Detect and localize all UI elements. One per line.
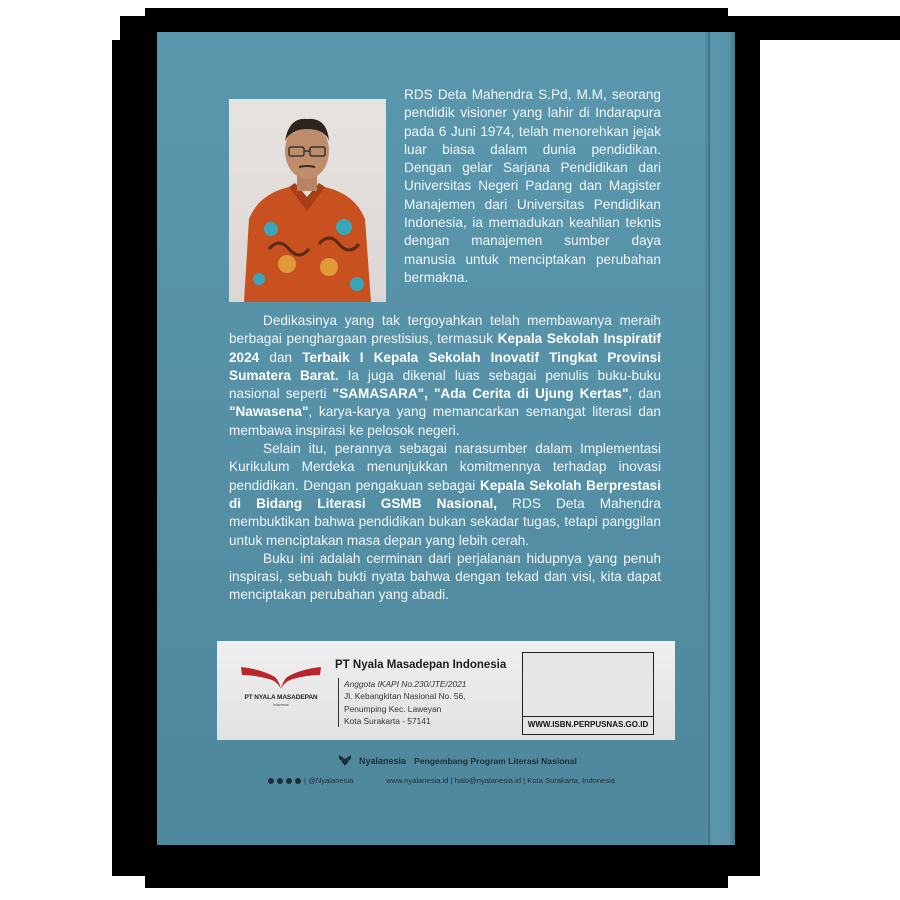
social-links	[268, 776, 353, 785]
text: , karya-karya yang memancarkan semangat literasi dan membawa inspirasi ke pelosok negeri.	[229, 404, 661, 438]
bio-paragraph-awards	[229, 312, 661, 440]
award-highlight: Kepala Sekolah Inspiratif 2024	[229, 331, 661, 365]
book-titles: "SAMASARA", "Ada Cerita di Ujung Kertas"	[332, 386, 629, 402]
text: Ia juga dikenal luas sebagai penulis buku-buku nasional seperti	[229, 367, 662, 402]
logo-text: PT NYALA MASADEPAN	[244, 694, 318, 701]
bio-paragraph-closing: Buku ini adalah cerminan dari perjalanan hidupnya yang penuh inspirasi, sebuah bukti nyata bahwa dengan tekad dan visi, kita dapat menciptakan perubahan yang abadi.	[229, 550, 661, 603]
author-bio-intro: RDS Deta Mahendra S.Pd, M.M, seorang pendidik visioner yang lahir di Indarapura pada 6 Juni 1974, telah menorehkan jejak luar biasa dalam dunia pendidikan. Dengan gelar Sarjana Pendidikan dari Universitas Negeri Padang dan Magister Manajemen dari Universitas Pendidikan Indonesia, ia memadukan keahlian teknis dengan manajemen sumber daya manusia untuk menciptakan perubahan bermakna.	[404, 87, 661, 285]
address-line: Kota Surakarta - 57141	[344, 715, 431, 726]
address-line: Jl. Kebangkitan Nasional No. 56,	[344, 691, 466, 702]
contact-info: www.nyalanesia.id | halo@nyalanesia.id | Kota Surakarta, Indonesia	[386, 776, 616, 785]
publisher-logo	[239, 663, 323, 711]
backdrop-shadow	[112, 40, 160, 876]
portrait-illustration	[229, 99, 386, 302]
backdrop-shadow	[760, 16, 900, 40]
isbn-barcode-box	[522, 652, 654, 735]
spine-fold	[708, 32, 710, 845]
text: dan	[259, 349, 303, 365]
address-line: Penumping Kec. Laweyan	[344, 703, 442, 714]
author-photo	[229, 99, 386, 302]
publisher-panel	[217, 641, 675, 740]
footer-brand	[339, 755, 577, 766]
flame-wings-icon	[239, 663, 323, 693]
bio-paragraph-role	[229, 440, 661, 550]
brand-tagline: Pengembang Program Literasi Nasional	[414, 755, 577, 766]
tiktok-icon[interactable]	[295, 778, 301, 784]
text: RDS Deta Mahendra membuktikan bahwa pendidikan bukan sekadar tugas, tetapi panggilan untuk menciptakan masa depan yang lebih cerah.	[229, 495, 661, 548]
publisher-address	[338, 678, 466, 727]
text: Selain itu, perannya sebagai narasumber dalam Implementasi Kurikulum Merdeka menunjukkan komitmennya terhadap inovasi pendidikan. Dengan pengakuan sebagai	[229, 441, 661, 493]
youtube-icon[interactable]	[286, 778, 292, 784]
nyalanesia-logo-icon	[339, 755, 351, 766]
award-highlight: Terbaik I Kepala Sekolah Inovatif Tingkat Provinsi Sumatera Barat.	[229, 349, 662, 383]
logo-subtext: Indonesia	[273, 703, 289, 707]
social-handle: | @Nyalanesia	[304, 776, 354, 785]
award-highlight: Kepala Sekolah Berprestasi di Bidang Literasi GSMB Nasional,	[229, 477, 661, 511]
text: , dan	[628, 386, 662, 402]
instagram-icon[interactable]	[268, 778, 274, 784]
text: Dedikasinya yang tak tergoyahkan telah membawanya meraih berbagai penghargaan prestisius, termasuk	[229, 313, 661, 347]
ikapi-membership: Anggota IKAPI No.230/JTE/2021	[344, 679, 467, 689]
author-bio-body	[229, 312, 661, 605]
isbn-url: WWW.ISBN.PERPUSNAS.GO.ID	[523, 716, 653, 734]
facebook-icon[interactable]	[277, 778, 283, 784]
brand-name: Nyalanesia	[359, 755, 407, 766]
book-title: "Nawasena"	[229, 404, 309, 420]
publisher-name: PT Nyala Masadepan Indonesia	[335, 659, 507, 671]
